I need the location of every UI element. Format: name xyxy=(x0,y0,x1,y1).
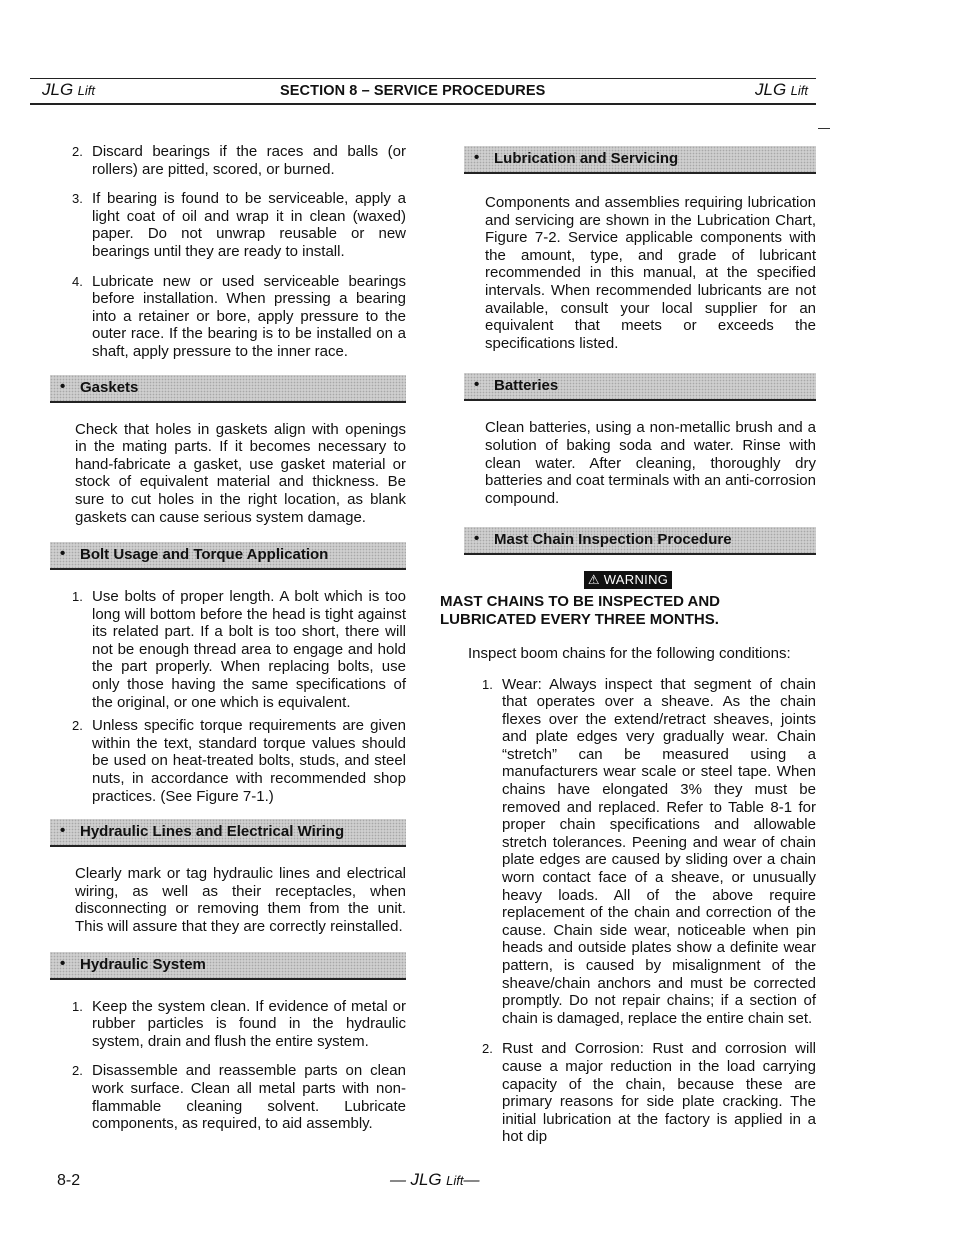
header-brand-left: JLG Lift xyxy=(42,80,95,99)
bullet-icon: • xyxy=(60,545,66,563)
section-title: SECTION 8 – SERVICE PROCEDURES xyxy=(280,83,546,99)
warning-badge: ⚠ WARNING xyxy=(584,571,672,589)
list-item: 1. Wear: Always inspect that segment of chain that operates over a sheave. As the chain flexes over the extend/retract sheaves, joints and plate edges very gradually wear. Chain “stretch” can be measured using a manufacturers wear scale or steel tape. When chains have elongated 3% they must be removed and replaced. Refer to Table 8-1 for proper chain specifications and allowable stretch tolerances. Peening and wear of chain plate edges are caused by sliding over a chain worn contact face of a sheave, or unusually heavy loads. All of the above require replacement of the chain and correction of the cause. Chain side wear, noticeable when pin heads and outside plates show a definite wear pattern, is caused by misalignment of the sheave/chain anchors and must be corrected promptly. Do not repair chains; if a section of chain is damaged, replace the entire chain set. xyxy=(482,675,816,1027)
bullet-icon: • xyxy=(474,149,480,166)
list-item: 1. Keep the system clean. If evidence of metal or rubber particles is found in the hydraulic system, drain and flush the entire system. xyxy=(72,997,406,1050)
bullet-icon: • xyxy=(474,376,480,394)
right-column xyxy=(440,143,816,1158)
list-item: 2. Disassemble and reassemble parts on clean work surface. Clean all metal parts with non-flammable cleaning solvent. Lubricate components, as required, to aid assembly. xyxy=(72,1062,406,1133)
lubrication-paragraph: Components and assemblies requiring lubrication and servicing are shown in the Lubrication Chart, Figure 7-2. Service applicable components with the amount, type, and grade of lubricant recommended in this manual, at the specified intervals. When recommended lubricants are not available, consult your local supplier for an equivalent that meets or exceeds the specifications listed. xyxy=(485,194,816,352)
section-heading-hydraulic-lines: • Hydraulic Lines and Electrical Wiring xyxy=(50,819,406,847)
margin-dash xyxy=(818,128,830,129)
section-heading-hydraulic-system: • Hydraulic System xyxy=(50,952,406,980)
bullet-icon: • xyxy=(474,530,480,548)
page-number: 8-2 xyxy=(57,1172,81,1189)
footer-brand: — JLG Lift— xyxy=(390,1170,480,1189)
section-heading-mast-chain: • Mast Chain Inspection Procedure xyxy=(464,527,816,555)
warning-text: MAST CHAINS TO BE INSPECTED AND LUBRICATED EVERY THREE MONTHS. xyxy=(440,593,721,628)
section-heading-batteries: • Batteries xyxy=(464,373,816,401)
hydraulic-lines-paragraph: Clearly mark or tag hydraulic lines and electrical wiring, as well as their receptacles, when disconnecting or removing them from the unit. This will assure that they are correctly reinstalled. xyxy=(75,865,406,935)
list-item: 4. Lubricate new or used serviceable bearings before installation. When pressing a bearing into a retainer or bore, apply pressure to the outer race. If the bearing is to be installed on a shaft, apply pressure to the inner race. xyxy=(72,272,406,360)
left-column xyxy=(50,143,406,1145)
hydraulic-system-list xyxy=(50,998,406,1133)
page-header xyxy=(30,78,816,105)
bullet-icon: • xyxy=(60,822,66,840)
gaskets-paragraph: Check that holes in gaskets align with openings in the mating parts. If it becomes necessary to hand-fabricate a gasket, use gasket material or stock of equivalent material and thickness. Be sure to cut holes in the right location, as blank gaskets can cause serious system damage. xyxy=(75,420,406,526)
list-item: 3. If bearing is found to be serviceable, apply a light coat of oil and wrap it in clean (waxed) paper. Do not unwrap reusable or new bearings until they are ready to install. xyxy=(72,190,406,260)
inspection-intro: Inspect boom chains for the following conditions: xyxy=(468,644,791,662)
bearing-list xyxy=(50,143,406,361)
section-heading-lubrication: • Lubrication and Servicing xyxy=(464,146,816,174)
warning-icon: ⚠ xyxy=(587,572,600,588)
chain-condition-list xyxy=(440,676,816,1146)
warning-block xyxy=(440,571,816,589)
bolt-usage-list xyxy=(50,588,406,805)
list-item: 2. Unless specific torque requirements are given within the text, standard torque values should be used on heat-treated bolts, studs, and steel nuts, in accordance with recommended shop practices. (See Figure 7-1.) xyxy=(72,717,406,805)
list-item: 1. Use bolts of proper length. A bolt which is too long will bottom before the head is tight against its related part. If a bolt is too short, there will not be enough thread area to engage and hold the part properly. When replacing bolts, use only those having the same specifications of the original, or one which is equivalent. xyxy=(72,588,406,711)
section-heading-bolt-usage: • Bolt Usage and Torque Application xyxy=(50,542,406,570)
bullet-icon: • xyxy=(60,954,66,972)
bullet-icon: • xyxy=(60,377,66,395)
list-item: 2. Discard bearings if the races and balls (or rollers) are pitted, scored, or burned. xyxy=(72,143,406,178)
batteries-paragraph: Clean batteries, using a non-metallic brush and a solution of baking soda and water. Rinse with clean water. After cleaning, thoroughly dry batteries and coat terminals with an anti-corrosion compound. xyxy=(485,419,816,507)
list-item: 2. Rust and Corrosion: Rust and corrosion will cause a major reduction in the load carrying capacity of the chain, because these are primary reasons for side plate cracking. The initial lubrication at the factory is applied in a hot dip xyxy=(482,1040,816,1146)
section-heading-gaskets: • Gaskets xyxy=(50,375,406,403)
header-brand-right: JLG Lift xyxy=(755,80,808,99)
